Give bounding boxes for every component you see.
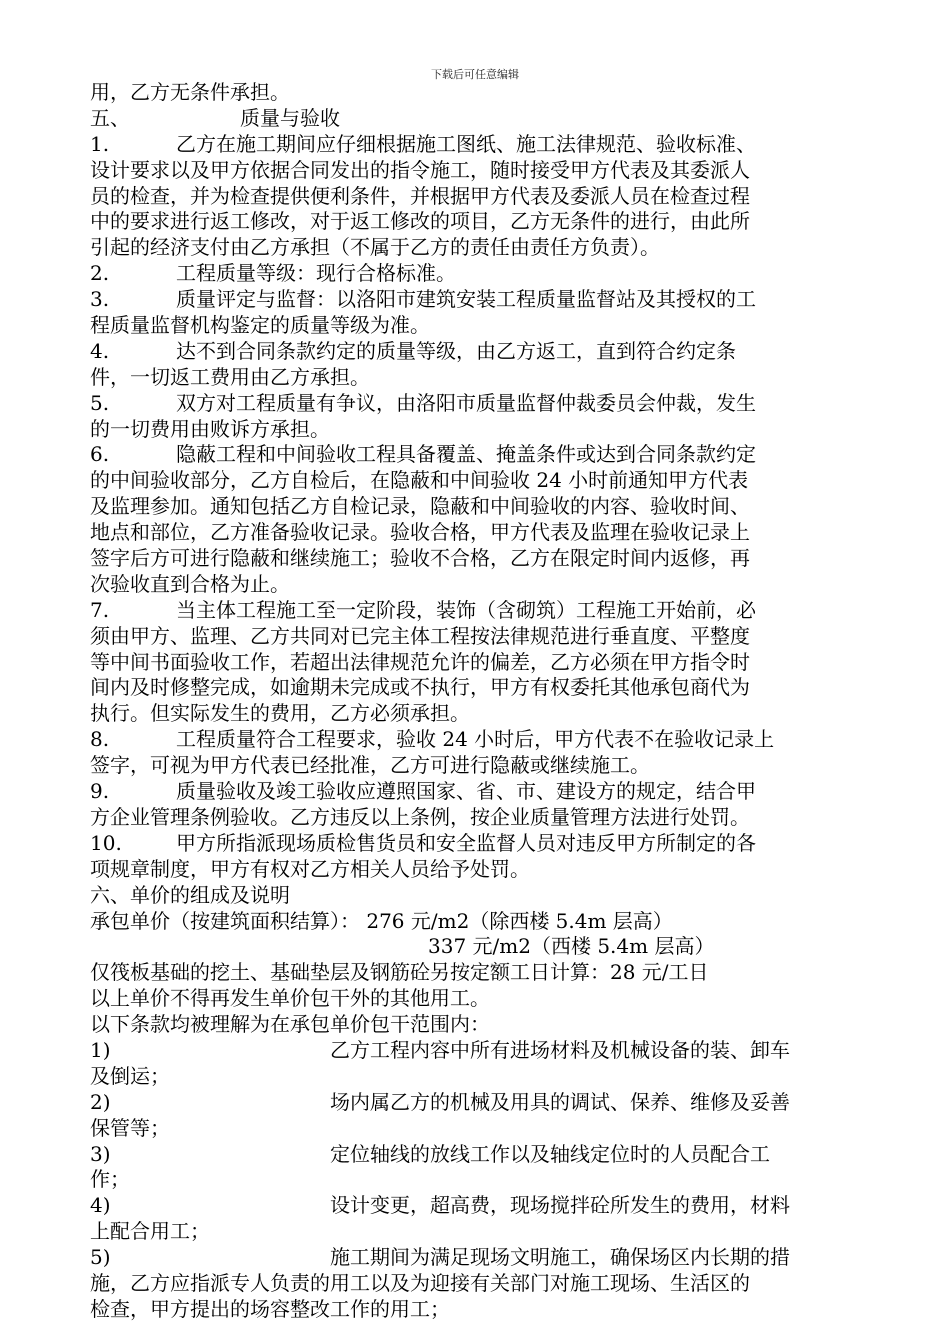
list-item (90, 1193, 890, 1219)
item-number: 8. (90, 727, 110, 752)
text-line: 员的检查，并为检查提供便利条件，并根据甲方代表及委派人员在检查过程 (90, 183, 750, 208)
item-number: 1) (90, 1037, 111, 1062)
text-line: 作； (90, 1167, 130, 1192)
text-line: 及监理参加。通知包括乙方自检记录，隐蔽和中间验收的内容、验收时间、 (90, 494, 750, 519)
item-text: 施工期间为满足现场文明施工，确保场区内长期的措 (330, 1245, 790, 1270)
list-item (90, 391, 890, 417)
page-header: 下载后可任意编辑 (431, 68, 519, 81)
text-line: 的一切费用由败诉方承担。 (90, 416, 330, 441)
item-text: 当主体工程施工至一定阶段，装饰（含砌筑）工程施工开始前，必 (176, 597, 756, 622)
text-line: 以上单价不得再发生单价包干外的其他用工。 (90, 986, 490, 1011)
list-item (90, 287, 890, 313)
item-text: 质量验收及竣工验收应遵照国家、省、市、建设方的规定，结合甲 (176, 779, 756, 804)
text-line: 签字后方可进行隐蔽和继续施工；验收不合格，乙方在限定时间内返修，再 (90, 546, 750, 571)
list-item (90, 1245, 890, 1271)
list-item (90, 442, 890, 468)
item-number: 7. (90, 597, 110, 622)
text-line: 件，一切返工费用由乙方承担。 (90, 364, 370, 389)
item-text: 达不到合同条款约定的质量等级，由乙方返工，直到符合约定条 (176, 338, 736, 363)
list-item (90, 727, 890, 753)
text-line: 仅筏板基础的挖土、基础垫层及钢筋砼另按定额工日计算：28 元/工日 (90, 960, 709, 985)
text-line: 地点和部位，乙方准备验收记录。验收合格，甲方代表及监理在验收记录上 (90, 520, 750, 545)
item-number: 2. (90, 261, 110, 286)
section-heading: 六、单价的组成及说明 (90, 882, 290, 907)
list-item (90, 1090, 890, 1116)
item-number: 2) (90, 1089, 111, 1114)
list-item (90, 1038, 890, 1064)
item-number: 4) (90, 1193, 111, 1218)
text-line: 用，乙方无条件承担。 (90, 80, 290, 104)
item-number: 5) (90, 1245, 111, 1270)
price-line: 承包单价（按建筑面积结算）： 276 元/m2（除西楼 5.4m 层高） (90, 908, 673, 933)
item-number: 6. (90, 442, 110, 467)
list-item (90, 339, 890, 365)
text-line: 须由甲方、监理、乙方共同对已完主体工程按法律规范进行垂直度、平整度 (90, 623, 750, 648)
text-line: 保管等； (90, 1115, 170, 1140)
text-line: 以下条款均被理解为在承包单价包干范围内： (90, 1012, 490, 1037)
item-text: 隐蔽工程和中间验收工程具备覆盖、掩盖条件或达到合同条款约定 (176, 442, 756, 467)
item-text: 质量评定与监督：以洛阳市建筑安装工程质量监督站及其授权的工 (176, 287, 756, 312)
text-line: 间内及时修整完成，如逾期未完成或不执行，甲方有权委托其他承包商代为 (90, 675, 750, 700)
item-text: 设计变更，超高费，现场搅拌砼所发生的费用，材料 (330, 1193, 790, 1218)
item-text: 工程质量符合工程要求，验收 24 小时后，甲方代表不在验收记录上 (176, 727, 775, 752)
item-text: 甲方所指派现场质检售货员和安全监督人员对违反甲方所制定的各 (176, 830, 756, 855)
list-item (90, 831, 890, 857)
list-item (90, 132, 890, 158)
item-number: 1. (90, 131, 110, 156)
list-item (90, 261, 890, 287)
section-title: 质量与验收 (240, 105, 340, 130)
text-line: 施，乙方应指派专人负责的用工以及为迎接有关部门对施工现场、生活区的 (90, 1270, 750, 1295)
text-line: 程质量监督机构鉴定的质量等级为准。 (90, 313, 430, 338)
price-line: 337 元/m2（西楼 5.4m 层高） (428, 934, 715, 959)
text-line: 检查，甲方提出的场容整改工作的用工； (90, 1296, 450, 1321)
item-text: 场内属乙方的机械及用具的调试、保养、维修及妥善 (330, 1089, 790, 1114)
item-text: 乙方工程内容中所有进场材料及机械设备的装、卸车 (330, 1037, 790, 1062)
text-line: 设计要求以及甲方依据合同发出的指令施工，随时接受甲方代表及其委派人 (90, 157, 750, 182)
item-number: 3. (90, 287, 110, 312)
section-number: 五、 (90, 105, 130, 130)
text-line: 及倒运； (90, 1063, 170, 1088)
list-item (90, 779, 890, 805)
item-text: 双方对工程质量有争议，由洛阳市质量监督仲裁委员会仲裁，发生 (176, 390, 756, 415)
text-line: 等中间书面验收工作，若超出法律规范允许的偏差，乙方必须在甲方指令时 (90, 649, 750, 674)
text-line: 中的要求进行返工修改，对于返工修改的项目，乙方无条件的进行，由此所 (90, 209, 750, 234)
item-text: 乙方在施工期间应仔细根据施工图纸、施工法律规范、验收标准、 (176, 131, 756, 156)
text-line: 方企业管理条例验收。乙方违反以上条例，按企业质量管理方法进行处罚。 (90, 804, 750, 829)
item-number: 5. (90, 390, 110, 415)
list-item (90, 598, 890, 624)
text-line: 次验收直到合格为止。 (90, 571, 290, 596)
item-number: 4. (90, 338, 110, 363)
section-heading (90, 106, 890, 132)
text-line: 项规章制度，甲方有权对乙方相关人员给予处罚。 (90, 856, 530, 881)
item-number: 10. (90, 830, 122, 855)
item-number: 3) (90, 1141, 111, 1166)
text-line: 上配合用工； (90, 1219, 210, 1244)
text-line: 的中间验收部分，乙方自检后，在隐蔽和中间验收 24 小时前通知甲方代表 (90, 468, 749, 493)
list-item (90, 1142, 890, 1168)
text-line: 签字，可视为甲方代表已经批准，乙方可进行隐蔽或继续施工。 (90, 753, 650, 778)
item-text: 定位轴线的放线工作以及轴线定位时的人员配合工 (330, 1141, 770, 1166)
item-number: 9. (90, 779, 110, 804)
item-text: 工程质量等级：现行合格标准。 (176, 261, 456, 286)
document-body (90, 80, 890, 1323)
text-line: 引起的经济支付由乙方承担（不属于乙方的责任由责任方负责）。 (90, 235, 660, 260)
text-line: 执行。但实际发生的费用，乙方必须承担。 (90, 701, 470, 726)
